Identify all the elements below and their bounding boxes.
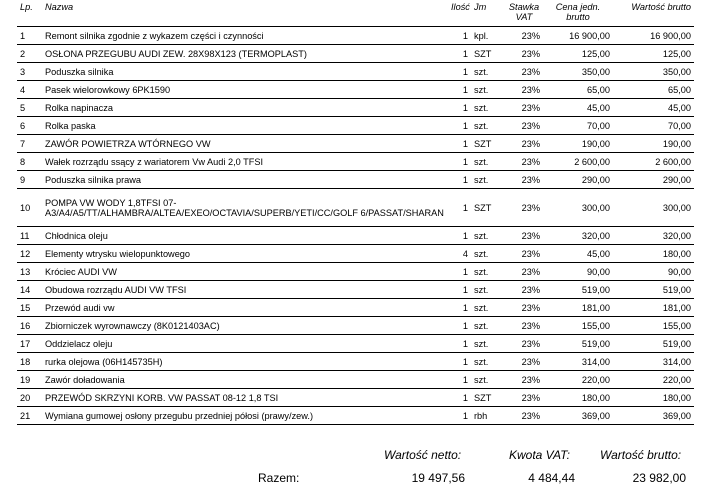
header-lp: Lp.	[20, 2, 33, 12]
row-vat-rate: 23%	[505, 317, 543, 335]
row-unit: SZT	[471, 135, 505, 153]
row-vat-rate: 23%	[505, 227, 543, 245]
row-unit-price: 2 600,00	[543, 153, 613, 171]
header-unit-price: Cena jedn. brutto	[555, 2, 601, 22]
table-row	[17, 99, 694, 117]
invoice-items-table	[17, 2, 694, 425]
row-gross-value: 290,00	[613, 171, 694, 189]
row-vat-rate: 23%	[505, 189, 543, 227]
row-name: Wałek rozrządu ssący z wariatorem Vw Audi 2,0 TFSI	[42, 153, 448, 171]
row-name: Pasek wielorowkowy 6PK1590	[42, 81, 448, 99]
header-unit: Jm	[474, 2, 487, 12]
row-qty: 1	[448, 153, 471, 171]
row-unit-price: 16 900,00	[543, 27, 613, 45]
row-lp: 12	[17, 245, 42, 263]
row-unit-price: 314,00	[543, 353, 613, 371]
row-qty: 1	[448, 299, 471, 317]
row-unit-price: 45,00	[543, 245, 613, 263]
row-gross-value: 300,00	[613, 189, 694, 227]
row-gross-value: 155,00	[613, 317, 694, 335]
row-unit: SZT	[471, 189, 505, 227]
row-lp: 20	[17, 389, 42, 407]
header-name: Nazwa	[45, 2, 74, 12]
row-lp: 3	[17, 63, 42, 81]
row-unit: szt.	[471, 63, 505, 81]
row-unit-price: 70,00	[543, 117, 613, 135]
row-gross-value: 90,00	[613, 263, 694, 281]
header-vat-rate: Stawka VAT	[508, 2, 540, 22]
row-gross-value: 190,00	[613, 135, 694, 153]
row-qty: 1	[448, 117, 471, 135]
table-row	[17, 371, 694, 389]
row-unit: szt.	[471, 317, 505, 335]
row-lp: 6	[17, 117, 42, 135]
row-lp: 19	[17, 371, 42, 389]
row-qty: 1	[448, 227, 471, 245]
row-unit-price: 220,00	[543, 371, 613, 389]
row-lp: 7	[17, 135, 42, 153]
row-gross-value: 220,00	[613, 371, 694, 389]
row-unit: szt.	[471, 81, 505, 99]
row-name: PRZEWÓD SKRZYNI KORB. VW PASSAT 08-12 1,8 TSI	[42, 389, 448, 407]
row-unit-price: 45,00	[543, 99, 613, 117]
row-unit-price: 181,00	[543, 299, 613, 317]
row-unit: kpl.	[471, 27, 505, 45]
row-gross-value: 519,00	[613, 335, 694, 353]
row-unit-price: 155,00	[543, 317, 613, 335]
row-name: Chłodnica oleju	[42, 227, 448, 245]
gross-value-total: 23 982,00	[632, 471, 686, 485]
row-vat-rate: 23%	[505, 371, 543, 389]
row-qty: 1	[448, 263, 471, 281]
row-lp: 18	[17, 353, 42, 371]
table-row	[17, 27, 694, 45]
row-lp: 9	[17, 171, 42, 189]
row-unit: szt.	[471, 263, 505, 281]
vat-amount: 4 484,44	[528, 471, 575, 485]
row-vat-rate: 23%	[505, 299, 543, 317]
row-unit: szt.	[471, 353, 505, 371]
table-row	[17, 353, 694, 371]
row-unit-price: 320,00	[543, 227, 613, 245]
row-unit-price: 90,00	[543, 263, 613, 281]
total-label: Razem:	[258, 471, 300, 485]
row-unit: szt.	[471, 99, 505, 117]
row-unit-price: 300,00	[543, 189, 613, 227]
row-qty: 1	[448, 317, 471, 335]
row-gross-value: 16 900,00	[613, 27, 694, 45]
row-vat-rate: 23%	[505, 99, 543, 117]
row-unit: szt.	[471, 153, 505, 171]
row-unit-price: 65,00	[543, 81, 613, 99]
row-vat-rate: 23%	[505, 335, 543, 353]
table-row	[17, 299, 694, 317]
row-name: Poduszka silnika	[42, 63, 448, 81]
row-name: ZAWÓR POWIETRZA WTÓRNEGO VW	[42, 135, 448, 153]
row-vat-rate: 23%	[505, 117, 543, 135]
table-row	[17, 81, 694, 99]
table-row	[17, 189, 694, 227]
row-vat-rate: 23%	[505, 81, 543, 99]
row-gross-value: 314,00	[613, 353, 694, 371]
row-gross-value: 45,00	[613, 99, 694, 117]
row-gross-value: 369,00	[613, 407, 694, 425]
row-unit-price: 519,00	[543, 281, 613, 299]
row-unit-price: 519,00	[543, 335, 613, 353]
row-gross-value: 350,00	[613, 63, 694, 81]
row-qty: 1	[448, 99, 471, 117]
row-gross-value: 65,00	[613, 81, 694, 99]
row-unit: szt.	[471, 371, 505, 389]
row-qty: 1	[448, 45, 471, 63]
row-name: Poduszka silnika prawa	[42, 171, 448, 189]
gross-value-label: Wartość brutto:	[600, 448, 682, 462]
row-gross-value: 320,00	[613, 227, 694, 245]
table-row	[17, 407, 694, 425]
row-qty: 1	[448, 81, 471, 99]
row-lp: 11	[17, 227, 42, 245]
row-qty: 1	[448, 171, 471, 189]
row-lp: 15	[17, 299, 42, 317]
header-gross-value: Wartość brutto	[631, 2, 691, 12]
row-vat-rate: 23%	[505, 245, 543, 263]
row-vat-rate: 23%	[505, 135, 543, 153]
table-row	[17, 153, 694, 171]
row-vat-rate: 23%	[505, 153, 543, 171]
row-vat-rate: 23%	[505, 63, 543, 81]
net-value: 19 497,56	[411, 471, 465, 485]
row-lp: 16	[17, 317, 42, 335]
row-name: Obudowa rozrządu AUDI VW TFSI	[42, 281, 448, 299]
table-row	[17, 317, 694, 335]
row-gross-value: 70,00	[613, 117, 694, 135]
vat-amount-label: Kwota VAT:	[509, 448, 570, 462]
row-unit: szt.	[471, 281, 505, 299]
row-unit: SZT	[471, 45, 505, 63]
table-row	[17, 45, 694, 63]
row-name: Rolka paska	[42, 117, 448, 135]
row-name: POMPA VW WODY 1,8TFSI 07- A3/A4/A5/TT/ALHAMBRA/ALTEA/EXEO/OCTAVIA/SUPERB/YETI/CC/GOLF 6/PASSAT/SHARAN	[42, 189, 448, 227]
row-lp: 2	[17, 45, 42, 63]
table-header-row	[17, 2, 694, 27]
row-unit: szt.	[471, 227, 505, 245]
row-qty: 1	[448, 389, 471, 407]
row-qty: 1	[448, 135, 471, 153]
row-unit-price: 369,00	[543, 407, 613, 425]
row-qty: 4	[448, 245, 471, 263]
row-vat-rate: 23%	[505, 281, 543, 299]
table-row	[17, 335, 694, 353]
row-unit: szt.	[471, 299, 505, 317]
row-lp: 8	[17, 153, 42, 171]
row-name: Rolka napinacza	[42, 99, 448, 117]
row-lp: 17	[17, 335, 42, 353]
row-lp: 21	[17, 407, 42, 425]
row-gross-value: 2 600,00	[613, 153, 694, 171]
row-unit-price: 190,00	[543, 135, 613, 153]
table-row	[17, 117, 694, 135]
row-lp: 13	[17, 263, 42, 281]
row-name: Zbiorniczek wyrownawczy (8K0121403AC)	[42, 317, 448, 335]
row-vat-rate: 23%	[505, 27, 543, 45]
row-vat-rate: 23%	[505, 263, 543, 281]
row-lp: 10	[17, 189, 42, 227]
row-name: rurka olejowa (06H145735H)	[42, 353, 448, 371]
row-qty: 1	[448, 407, 471, 425]
row-name: Zawór doładowania	[42, 371, 448, 389]
table-row	[17, 263, 694, 281]
row-unit-price: 290,00	[543, 171, 613, 189]
table-row	[17, 389, 694, 407]
row-lp: 14	[17, 281, 42, 299]
row-unit: szt.	[471, 171, 505, 189]
row-vat-rate: 23%	[505, 407, 543, 425]
row-qty: 1	[448, 353, 471, 371]
row-gross-value: 180,00	[613, 389, 694, 407]
table-row	[17, 135, 694, 153]
row-qty: 1	[448, 335, 471, 353]
row-unit-price: 180,00	[543, 389, 613, 407]
row-qty: 1	[448, 371, 471, 389]
row-name: Oddzielacz oleju	[42, 335, 448, 353]
row-gross-value: 125,00	[613, 45, 694, 63]
row-unit: rbh	[471, 407, 505, 425]
table-row	[17, 245, 694, 263]
table-row	[17, 281, 694, 299]
row-lp: 5	[17, 99, 42, 117]
row-gross-value: 181,00	[613, 299, 694, 317]
row-vat-rate: 23%	[505, 171, 543, 189]
row-vat-rate: 23%	[505, 45, 543, 63]
row-name: Przewód audi vw	[42, 299, 448, 317]
row-unit: szt.	[471, 245, 505, 263]
header-qty: Ilość	[451, 2, 470, 12]
row-name: OSŁONA PRZEGUBU AUDI ZEW. 28X98X123 (TERMOPLAST)	[42, 45, 448, 63]
net-value-label: Wartość netto:	[384, 448, 462, 462]
row-name: Wymiana gumowej osłony przegubu przedniej półosi (prawy/zew.)	[42, 407, 448, 425]
row-name: Elementy wtrysku wielopunktowego	[42, 245, 448, 263]
row-unit-price: 350,00	[543, 63, 613, 81]
row-vat-rate: 23%	[505, 353, 543, 371]
row-name: Remont silnika zgodnie z wykazem części i czynności	[42, 27, 448, 45]
row-qty: 1	[448, 27, 471, 45]
row-lp: 1	[17, 27, 42, 45]
row-unit: SZT	[471, 389, 505, 407]
row-name: Króciec AUDI VW	[42, 263, 448, 281]
table-row	[17, 63, 694, 81]
row-unit-price: 125,00	[543, 45, 613, 63]
row-gross-value: 519,00	[613, 281, 694, 299]
table-row	[17, 171, 694, 189]
row-unit: szt.	[471, 117, 505, 135]
row-lp: 4	[17, 81, 42, 99]
row-gross-value: 180,00	[613, 245, 694, 263]
row-unit: szt.	[471, 335, 505, 353]
row-qty: 1	[448, 189, 471, 227]
row-qty: 1	[448, 281, 471, 299]
table-row	[17, 227, 694, 245]
row-vat-rate: 23%	[505, 389, 543, 407]
row-qty: 1	[448, 63, 471, 81]
